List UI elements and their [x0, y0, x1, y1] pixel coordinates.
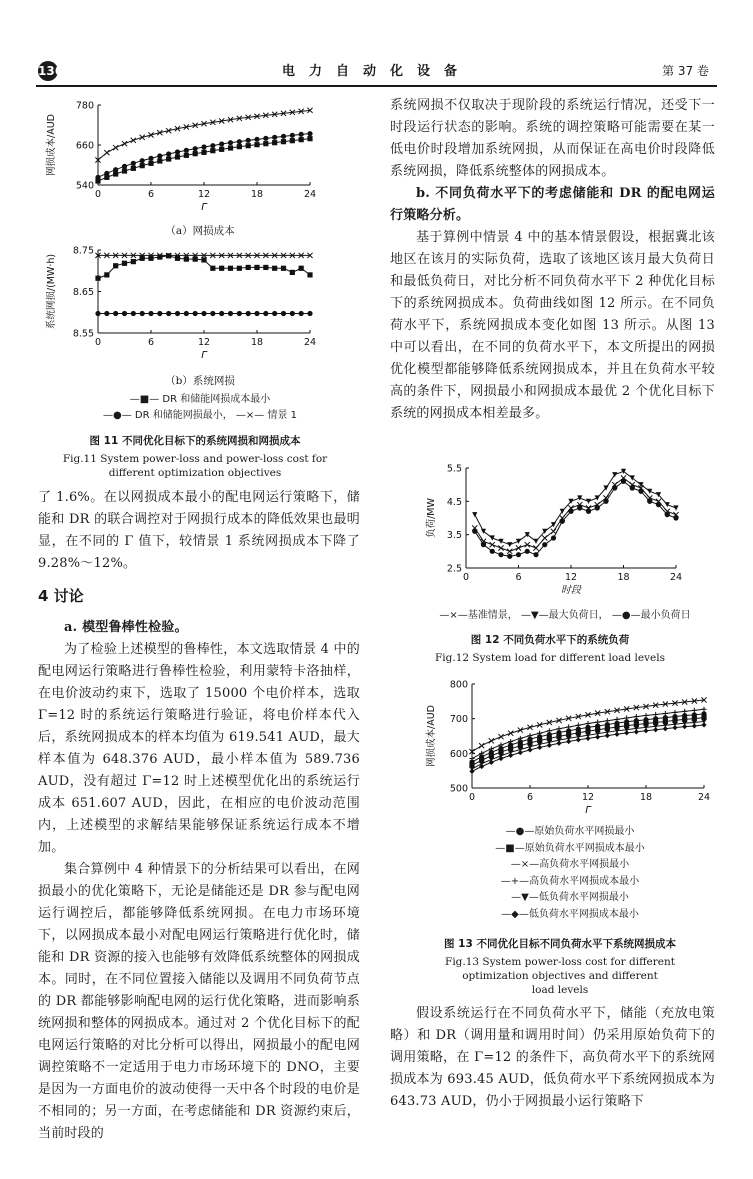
left-paragraphs: [38, 617, 360, 1145]
fig13-legend-item: [430, 890, 710, 907]
y-tick-label: 3.5: [446, 530, 462, 542]
y-tick-label: 540: [75, 180, 94, 192]
x-tick-label: 24: [697, 792, 710, 803]
data-point: [148, 311, 153, 316]
x-tick-label: 18: [639, 792, 653, 803]
x-axis-label: Γ: [201, 202, 207, 213]
data-point: [263, 136, 268, 141]
fig11-caption-en-1: Fig.11 System power-loss and power-loss cost for: [62, 453, 328, 465]
data-point: [95, 276, 100, 281]
data-point: [175, 311, 180, 316]
data-point: [595, 505, 600, 510]
data-point: [630, 485, 635, 490]
fig11-legend-1: [60, 390, 340, 405]
x-tick-label: 24: [303, 189, 317, 200]
data-point: [166, 311, 171, 316]
data-point: [577, 495, 582, 500]
data-point: [489, 738, 494, 743]
fig13-caption-en-2: optimization objectives and different: [462, 970, 658, 982]
data-point: [228, 140, 233, 145]
data-point: [673, 515, 678, 520]
data-point: [193, 146, 198, 151]
x-tick-label: 0: [94, 337, 102, 348]
right-paragraph-2: 假设系统运行在不同负荷水平下，储能（充放电策略）和 DR（调用量和调用时间）仍采用原始负荷下的调用策略，在 Γ=12 的条件下，高负荷水平下的系统网损成本为 693.45 AUD，低负荷水平下系统网损成本为 643.73 AUD，仍小于网损最小运行策略下: [390, 1006, 715, 1109]
data-point: [307, 136, 312, 141]
data-point: [566, 739, 571, 744]
x-tick-label: 24: [303, 337, 317, 348]
data-point: [122, 141, 127, 146]
data-point: [193, 257, 198, 262]
fig11-legend-2: [60, 406, 340, 421]
data-point: [290, 311, 295, 316]
y-tick-label: 600: [449, 748, 468, 760]
data-point: [237, 139, 242, 144]
data-point: [290, 138, 295, 143]
data-point: [525, 549, 530, 554]
data-point: [525, 542, 530, 547]
fig13-legend-item: [430, 824, 710, 841]
fig11a-chart: [40, 95, 330, 215]
data-point: [498, 734, 503, 739]
data-point: [603, 499, 608, 504]
data-point: [281, 139, 286, 144]
data-point: [184, 148, 189, 153]
data-point: [516, 552, 521, 557]
data-point: [624, 730, 629, 735]
legend-label: 情景 1: [267, 410, 298, 421]
data-point: [533, 552, 538, 557]
fig11b-subcaption: （b）系统网损: [165, 375, 235, 387]
y-tick-label: 8.65: [72, 287, 94, 298]
y-tick-label: 5.5: [446, 463, 462, 475]
data-point: [201, 144, 206, 149]
data-point: [586, 509, 591, 514]
data-point: [254, 142, 259, 147]
data-point: [122, 164, 127, 169]
right-paragraphs: [390, 95, 715, 425]
data-point: [518, 750, 523, 755]
data-point: [131, 259, 136, 264]
data-point: [643, 728, 648, 733]
x-marker-icon: —×—: [510, 859, 540, 871]
data-point: [472, 529, 477, 534]
data-point: [614, 732, 619, 737]
x-marker-icon: —×—: [439, 610, 468, 621]
data-point: [122, 311, 127, 316]
x-tick-label: 0: [462, 572, 470, 583]
data-point: [157, 158, 162, 163]
data-point: [201, 311, 206, 316]
data-point: [95, 311, 100, 316]
triangle-marker-icon: —▼—: [511, 892, 539, 904]
fig12-chart: [420, 458, 690, 604]
data-point: [210, 143, 215, 148]
square-marker-icon: —■—: [129, 394, 160, 405]
data-point: [663, 726, 668, 731]
data-point: [621, 479, 626, 484]
data-point: [184, 257, 189, 262]
data-point: [612, 485, 617, 490]
data-point: [113, 145, 118, 150]
fig13-legend-item: [430, 857, 710, 874]
data-point: [307, 311, 312, 316]
data-point: [219, 147, 224, 152]
data-point: [647, 489, 652, 494]
data-point: [228, 266, 233, 271]
fig13-caption-en-3: load levels: [531, 984, 589, 996]
data-point: [166, 253, 171, 258]
y-tick-label: 700: [449, 714, 468, 726]
data-point: [527, 747, 532, 752]
legend-label: 高负荷水平网损最小: [539, 859, 630, 871]
data-point: [665, 502, 670, 507]
data-point: [210, 148, 215, 153]
data-point: [638, 489, 643, 494]
header-rule: [36, 85, 717, 87]
data-point: [228, 145, 233, 150]
data-point: [272, 311, 277, 316]
data-point: [246, 138, 251, 143]
legend-label: 最大负荷日，: [548, 610, 609, 621]
fig13-legend-item: [430, 841, 710, 858]
data-point: [299, 132, 304, 137]
page-number: 136: [38, 61, 58, 81]
y-tick-label: 2.5: [446, 563, 462, 575]
data-point: [131, 138, 136, 143]
data-point: [237, 311, 242, 316]
fig13-legend-item: [430, 907, 710, 924]
x-marker-icon: —×—: [235, 410, 265, 421]
data-point: [665, 512, 670, 517]
data-point: [122, 168, 127, 173]
data-point: [577, 505, 582, 510]
data-point: [140, 311, 145, 316]
data-point: [290, 133, 295, 138]
x-tick-label: 12: [564, 572, 578, 583]
data-point: [490, 549, 495, 554]
fig11a-subcaption: （a）网损成本: [165, 225, 235, 237]
data-point: [307, 272, 312, 277]
data-point: [290, 270, 295, 275]
x-tick-label: 6: [147, 337, 155, 348]
data-point: [533, 545, 538, 550]
data-point: [157, 153, 162, 158]
fig12-caption-cn: 图 12 不同负荷水平下的系统负荷: [470, 634, 630, 646]
data-point: [595, 734, 600, 739]
data-point: [219, 266, 224, 271]
data-point: [175, 256, 180, 261]
data-point: [498, 545, 503, 550]
y-tick-label: 780: [75, 100, 94, 112]
y-tick-label: 4.5: [446, 496, 462, 508]
data-point: [299, 311, 304, 316]
data-point: [507, 549, 512, 554]
data-point: [140, 163, 145, 168]
data-point: [263, 265, 268, 270]
data-point: [551, 529, 556, 534]
data-point: [518, 728, 523, 733]
data-point: [272, 135, 277, 140]
series-line: [475, 471, 676, 544]
data-point: [104, 272, 109, 277]
x-tick-label: 12: [197, 337, 211, 348]
data-point: [193, 311, 198, 316]
square-marker-icon: —■—: [495, 842, 525, 854]
series-line: [475, 478, 676, 551]
data-point: [701, 722, 706, 727]
diamond-marker-icon: —◆—: [501, 908, 529, 920]
fig13-legend: [430, 824, 710, 924]
data-point: [254, 137, 259, 142]
y-tick-label: 8.75: [72, 245, 94, 257]
data-point: [516, 539, 521, 544]
data-point: [568, 509, 573, 514]
x-tick-label: 18: [250, 189, 264, 200]
data-point: [228, 311, 233, 316]
data-point: [507, 554, 512, 559]
x-tick-label: 24: [669, 572, 683, 583]
data-point: [299, 266, 304, 271]
fig11-caption-cn: 图 11 不同优化目标下的系统网损和网损成本: [89, 435, 301, 447]
legend-label: 最小负荷日: [640, 610, 691, 621]
x-axis-label: 时段: [561, 585, 581, 596]
data-point: [140, 158, 145, 163]
data-point: [131, 311, 136, 316]
data-point: [653, 727, 658, 732]
data-point: [498, 552, 503, 557]
y-tick-label: 660: [75, 140, 94, 152]
data-point: [560, 519, 565, 524]
legend-label: DR 和储能网损最小，: [134, 410, 233, 421]
x-tick-label: 0: [468, 792, 476, 803]
data-point: [140, 256, 145, 261]
data-point: [166, 151, 171, 156]
data-point: [272, 140, 277, 145]
data-point: [647, 499, 652, 504]
data-point: [263, 141, 268, 146]
data-point: [692, 723, 697, 728]
left-paragraph-2: 集合算例中 4 种情景下的分析结果可以看出，在网损最小的优化策略下，无论是储能还是 DR 参与配电网运行调控后，都能够降低系统网损。在电力市场环境下，以网损成本最小对配电网运行策略进行优化时，储能和 DR 资源的接入也能够有效降低系统整体的网损成本。同时，在不同位置接入储能以及调用不同负荷节点的 DR 都能够影响配电网的运行优化策略，进而影响系统网损和整体的网损成本。通过对 2 个优化目标下的配电网运行策略的对比分析可以得出，网损最小的配电网调控策略不一定适用于电力市场环境下的 DNO，主要是因为一方面电价的波动使得一天中各个时段的电价是不相同的；另一方面，在考虑储能和 DR 资源约束后，当前时段的: [38, 862, 360, 1141]
data-point: [507, 542, 512, 547]
plus-marker-icon: —+—: [500, 875, 530, 887]
data-point: [157, 254, 162, 259]
data-point: [104, 150, 109, 155]
data-point: [157, 311, 162, 316]
x-tick-label: 12: [197, 189, 211, 200]
x-axis-label: Γ: [201, 350, 207, 361]
y-tick-label: 800: [449, 679, 468, 691]
triangle-marker-icon: —▼—: [520, 610, 549, 621]
circle-marker-icon: —●—: [611, 610, 641, 621]
data-point: [184, 311, 189, 316]
y-tick-label: 8.55: [72, 328, 94, 340]
data-point: [701, 707, 706, 712]
x-axis-label: Γ: [585, 805, 591, 816]
data-point: [537, 745, 542, 750]
data-point: [148, 156, 153, 161]
data-point: [131, 161, 136, 166]
data-point: [551, 535, 556, 540]
data-point: [281, 311, 286, 316]
data-point: [586, 499, 591, 504]
data-point: [490, 542, 495, 547]
legend-label: 原始负荷水平网损成本最小: [524, 842, 645, 854]
data-point: [95, 178, 100, 183]
data-point: [148, 161, 153, 166]
series-line: [98, 134, 310, 178]
left-paragraph-1: 为了检验上述模型的鲁棒性，本文选取情景 4 中的配电网运行策略进行鲁棒性检验，利用蒙特卡洛抽样，在电价波动约束下，选取了 15000 个电价样本，选取 Γ=12 时的系统运行策略进行验证，将电价样本代入后，系统网损成本的样本均值为 619.541 AUD，最大样本值为 648.376 AUD，最小样本值为 589.736 AUD，没有超过 Γ=12 时上述模型优化出的系统运行成本 651.607 AUD，因此，在相应的电价波动范围内，上述模型的求解结果能够保证系统运行成本不增加。: [38, 642, 360, 855]
data-point: [281, 134, 286, 139]
data-point: [469, 769, 474, 774]
data-point: [498, 539, 503, 544]
y-tick-label: 500: [449, 783, 468, 795]
circle-marker-icon: —●—: [102, 410, 132, 421]
data-point: [175, 149, 180, 154]
data-point: [246, 311, 251, 316]
legend-label: 低负荷水平网损最小: [538, 892, 629, 904]
y-axis-label: 负荷/MW: [426, 498, 437, 538]
data-point: [131, 166, 136, 171]
data-point: [113, 171, 118, 176]
x-tick-label: 6: [526, 792, 534, 803]
data-point: [605, 733, 610, 738]
data-point: [508, 753, 513, 758]
y-axis-label: 网损成本/AUD: [426, 705, 437, 767]
data-point: [122, 261, 127, 266]
data-point: [634, 729, 639, 734]
data-point: [148, 256, 153, 261]
data-point: [542, 535, 547, 540]
data-point: [184, 153, 189, 158]
data-point: [246, 143, 251, 148]
right-paragraph-1: 基于算例中情景 4 中的基本情景假设，根据冀北该地区在该月的实际负荷，选取了该地区该月最大负荷日和最低负荷日，对比分析不同负荷水平下 2 种优化目标下的系统网损成本。负荷曲线如图 12 所示。在不同负荷水平下，系统网损成本变化如图 13 所示。从图 13 中可以看出，在不同的负荷水平下，本文所提出的网损优化模型都能够降低系统网损成本，并且在负荷水平较高的条件下，网损最小和网损成本最优 2 个优化目标下系统的网损成本相差最多。: [390, 230, 715, 421]
data-point: [254, 311, 259, 316]
fig12-legend: [420, 606, 710, 621]
data-point: [585, 736, 590, 741]
subheading-a: a. 模型鲁棒性检验。: [64, 620, 188, 635]
fig13-caption-cn: 图 13 不同优化目标不同负荷水平下系统网损成本: [444, 938, 676, 950]
data-point: [595, 495, 600, 500]
data-point: [307, 131, 312, 136]
data-point: [560, 509, 565, 514]
volume-label: 第 37 卷: [662, 64, 709, 78]
legend-label: 低负荷水平网损成本最小: [528, 908, 639, 920]
data-point: [219, 311, 224, 316]
data-point: [237, 266, 242, 271]
data-point: [533, 539, 538, 544]
data-point: [508, 731, 513, 736]
right-paragraph-2-wrap: [390, 1003, 715, 1113]
data-point: [246, 265, 251, 270]
data-point: [272, 266, 277, 271]
x-tick-label: 12: [581, 792, 595, 803]
fig13-chart: [420, 674, 710, 820]
left-paragraph-0: 了 1.6%。在以网损成本最小的配电网运行策略下，储能和 DR 的联合调控对于网损行成本的降低效果也最明显，在不同的 Γ 值下，较情景 1 系统网损成本下降了 9.28%～12%。: [38, 490, 360, 571]
data-point: [201, 150, 206, 155]
fig12-caption-en: Fig.12 System load for different load levels: [435, 652, 665, 664]
series-line: [475, 481, 676, 556]
x-tick-label: 6: [147, 189, 155, 200]
data-point: [201, 257, 206, 262]
data-point: [175, 154, 180, 159]
fig13-legend-item: [430, 874, 710, 891]
data-point: [547, 743, 552, 748]
data-point: [263, 311, 268, 316]
data-point: [237, 144, 242, 149]
x-tick-label: 0: [94, 189, 102, 200]
data-point: [104, 175, 109, 180]
data-point: [612, 472, 617, 477]
data-point: [556, 741, 561, 746]
data-point: [472, 512, 477, 517]
fig13-caption-en-1: Fig.13 System power-loss cost for different: [445, 956, 675, 968]
fig11b-chart: [40, 240, 330, 365]
legend-label: 原始负荷水平网损最小: [534, 826, 635, 837]
y-axis-label: 系统网损/(MW·h): [46, 253, 57, 330]
data-point: [299, 137, 304, 142]
data-point: [166, 156, 171, 161]
data-point: [542, 542, 547, 547]
data-point: [692, 708, 697, 713]
x-tick-label: 6: [515, 572, 522, 583]
data-point: [210, 311, 215, 316]
data-point: [682, 724, 687, 729]
data-point: [210, 266, 215, 271]
legend-label: DR 和储能网损成本最小: [162, 394, 271, 405]
circle-marker-icon: —●—: [505, 826, 535, 837]
data-point: [113, 311, 118, 316]
right-paragraph-0: 系统网损不仅取决于现阶段的系统运行情况，还受下一时段运行状态的影响。系统的调控策略可能需要在某一低电价时段增加系统网损，从而保证在高电价时段降低系统网损，降低系统整体的网损成本。: [390, 98, 715, 179]
data-point: [481, 542, 486, 547]
data-point: [656, 502, 661, 507]
data-point: [672, 725, 677, 730]
data-point: [193, 151, 198, 156]
data-point: [254, 265, 259, 270]
fig11-caption-en-2: different optimization objectives: [108, 467, 282, 479]
subheading-b: b. 不同负荷水平下的考虑储能和 DR 的配电网运行策略分析。: [390, 186, 715, 223]
x-tick-label: 18: [617, 572, 630, 583]
data-point: [104, 311, 109, 316]
section-heading: 4 讨论: [38, 587, 84, 605]
x-tick-label: 18: [250, 337, 264, 348]
data-point: [673, 505, 678, 510]
data-point: [281, 266, 286, 271]
data-point: [516, 545, 521, 550]
data-point: [576, 737, 581, 742]
data-point: [219, 141, 224, 146]
y-axis-label: 网损成本/AUD: [46, 114, 57, 176]
data-point: [479, 743, 484, 748]
legend-label: 高负荷水平网损成本最小: [529, 875, 640, 887]
legend-label: 基准情景，: [467, 610, 518, 621]
journal-title: 电力自动化设备: [281, 64, 471, 79]
data-point: [490, 535, 495, 540]
data-point: [113, 263, 118, 268]
